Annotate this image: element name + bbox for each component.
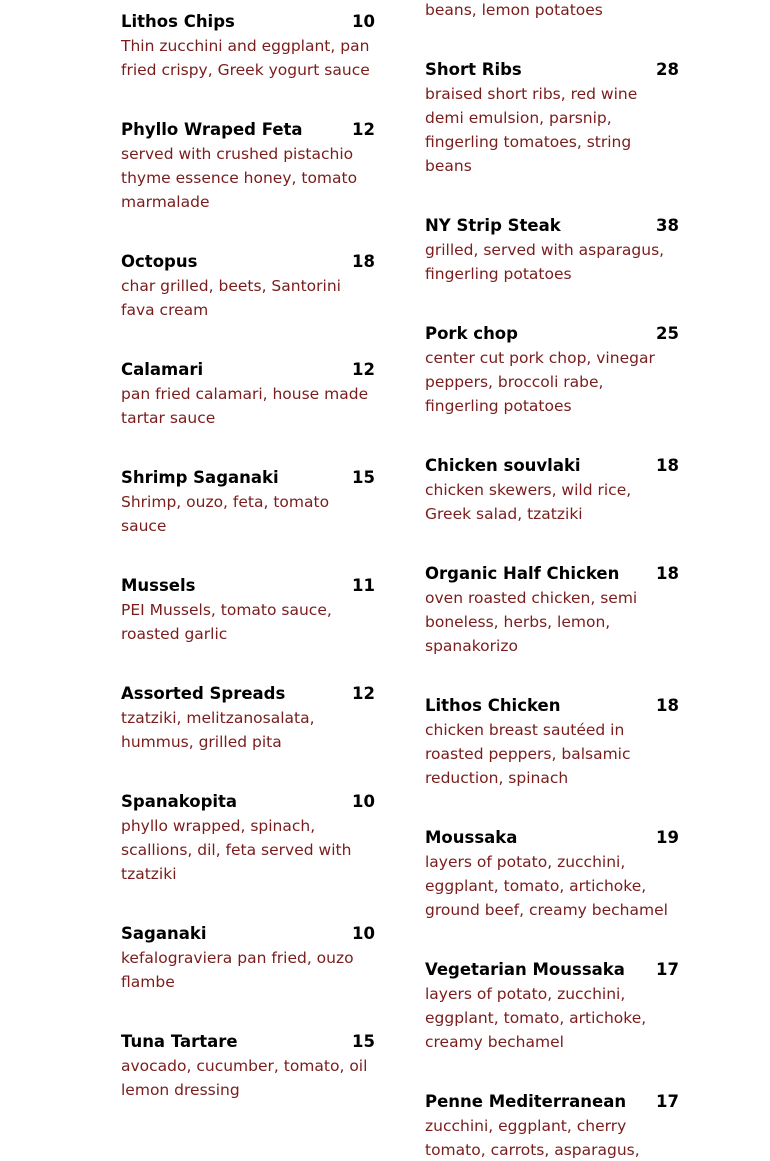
menu-item-description: layers of potato, zucchini, eggplant, tomato, artichoke, ground beef, creamy bechamel bbox=[425, 853, 668, 919]
menu-item-description: center cut pork chop, vinegar peppers, broccoli rabe, fingerling potatoes bbox=[425, 349, 655, 415]
menu-item-price: 18 bbox=[656, 456, 679, 475]
menu-item-description: kefalograviera pan fried, ouzo flambe bbox=[121, 949, 354, 991]
menu-item-price: 17 bbox=[656, 1092, 679, 1111]
menu-item bbox=[121, 922, 375, 994]
menu-item-name: Organic Half Chicken bbox=[425, 564, 620, 583]
menu-item-price: 38 bbox=[656, 216, 679, 235]
menu-item-description: tzatziki, melitzanosalata, hummus, grilled pita bbox=[121, 709, 315, 751]
menu-item-description: oven roasted chicken, semi boneless, herbs, lemon, spanakorizo bbox=[425, 589, 638, 655]
menu-item bbox=[425, 694, 679, 790]
menu-item-name: Shrimp Saganaki bbox=[121, 468, 279, 487]
menu-item-price: 18 bbox=[656, 696, 679, 715]
menu-item-description: avocado, cucumber, tomato, oil lemon dressing bbox=[121, 1057, 368, 1099]
menu-item-price: 18 bbox=[352, 252, 375, 271]
menu-item-name: Vegetarian Moussaka bbox=[425, 960, 625, 979]
menu-item-name: Short Ribs bbox=[425, 60, 522, 79]
menu-item-description: char grilled, beets, Santorini fava cream bbox=[121, 277, 341, 319]
menu-column-right bbox=[425, 0, 679, 1161]
menu-item-description: chicken skewers, wild rice, Greek salad, tzatziki bbox=[425, 481, 632, 523]
menu-item-price: 25 bbox=[656, 324, 679, 343]
menu-item-name: NY Strip Steak bbox=[425, 216, 561, 235]
menu-item-name: Chicken souvlaki bbox=[425, 456, 581, 475]
menu-item-price: 10 bbox=[352, 924, 375, 943]
menu-item bbox=[121, 790, 375, 886]
menu-item-description: phyllo wrapped, spinach, scallions, dil, feta served with tzatziki bbox=[121, 817, 352, 883]
menu-item-description: braised short ribs, red wine demi emulsion, parsnip, fingerling tomatoes, string beans bbox=[425, 85, 638, 175]
menu-item-description: grilled, served with asparagus, fingerling potatoes bbox=[425, 241, 665, 283]
menu-item bbox=[425, 958, 679, 1054]
menu-item-name: Penne Mediterranean bbox=[425, 1092, 627, 1111]
menu-item bbox=[425, 454, 679, 526]
menu-item-name: Lithos Chicken bbox=[425, 696, 561, 715]
menu-item-name: Tuna Tartare bbox=[121, 1032, 238, 1051]
menu-item bbox=[121, 358, 375, 430]
menu-item-price: 12 bbox=[352, 360, 375, 379]
menu-item-description: Shrimp, ouzo, feta, tomato sauce bbox=[121, 493, 330, 535]
menu-item bbox=[425, 826, 679, 922]
menu-item-price: 12 bbox=[352, 684, 375, 703]
menu-item-name: Mussels bbox=[121, 576, 196, 595]
menu-item bbox=[121, 682, 375, 754]
menu-item bbox=[425, 562, 679, 658]
menu-item bbox=[425, 1090, 679, 1161]
menu-item bbox=[121, 10, 375, 82]
menu-item-description: chicken breast sautéed in roasted peppers, balsamic reduction, spinach bbox=[425, 721, 631, 787]
menu-item-description: zucchini, eggplant, cherry tomato, carrots, asparagus, bbox=[425, 1117, 640, 1159]
menu-item-description: served with crushed pistachio thyme essence honey, tomato marmalade bbox=[121, 145, 358, 211]
menu-item-name: Spanakopita bbox=[121, 792, 238, 811]
menu-item bbox=[121, 574, 375, 646]
menu-item-price: 18 bbox=[656, 564, 679, 583]
menu-item bbox=[121, 1030, 375, 1102]
menu-item-description: PEI Mussels, tomato sauce, roasted garlic bbox=[121, 601, 332, 643]
menu-item-name: Saganaki bbox=[121, 924, 207, 943]
menu-item-price: 11 bbox=[352, 576, 375, 595]
menu-item-price: 10 bbox=[352, 12, 375, 31]
menu-column-left bbox=[121, 10, 375, 1138]
menu-item-name: Assorted Spreads bbox=[121, 684, 286, 703]
menu-item-name: Lithos Chips bbox=[121, 12, 235, 31]
menu-item bbox=[121, 250, 375, 322]
menu-item bbox=[121, 466, 375, 538]
menu-item-name: Octopus bbox=[121, 252, 198, 271]
menu-item-description: pan fried calamari, house made tartar sauce bbox=[121, 385, 369, 427]
menu-item-price: 17 bbox=[656, 960, 679, 979]
menu-item bbox=[425, 322, 679, 418]
menu-item-price: 10 bbox=[352, 792, 375, 811]
menu-item-name: Pork chop bbox=[425, 324, 518, 343]
menu-item bbox=[425, 58, 679, 178]
menu-item-name: Calamari bbox=[121, 360, 204, 379]
menu-item-price: 19 bbox=[656, 828, 679, 847]
menu-item-price: 15 bbox=[352, 1032, 375, 1051]
menu-item bbox=[425, 214, 679, 286]
menu-item-name: Moussaka bbox=[425, 828, 518, 847]
menu-item bbox=[121, 118, 375, 214]
menu-item-description: layers of potato, zucchini, eggplant, tomato, artichoke, creamy bechamel bbox=[425, 985, 647, 1051]
menu-item-price: 28 bbox=[656, 60, 679, 79]
menu-item-description: Thin zucchini and eggplant, pan fried crispy, Greek yogurt sauce bbox=[121, 37, 370, 79]
menu-item-continued bbox=[425, 0, 679, 22]
menu-item-name: Phyllo Wraped Feta bbox=[121, 120, 303, 139]
menu-item-price: 15 bbox=[352, 468, 375, 487]
menu-item-price: 12 bbox=[352, 120, 375, 139]
menu-item-description: beans, lemon potatoes bbox=[425, 1, 603, 19]
